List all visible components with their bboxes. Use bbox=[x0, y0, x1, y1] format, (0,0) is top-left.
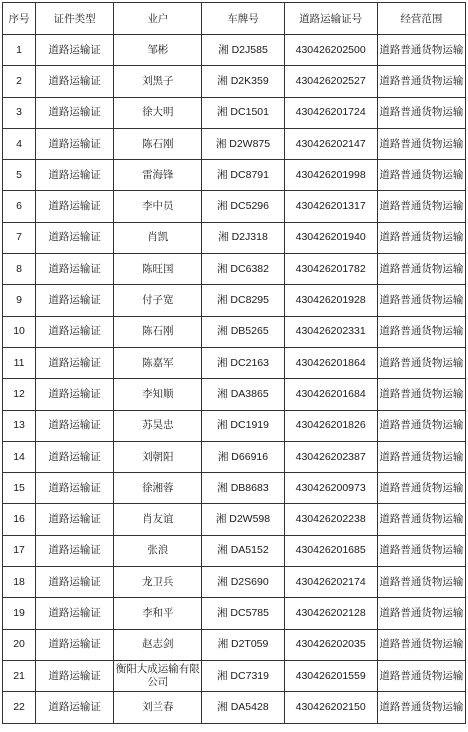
cell-permit: 430426201559 bbox=[284, 660, 377, 691]
table-row bbox=[3, 160, 466, 191]
cell-index: 3 bbox=[3, 97, 36, 128]
cell-plate: 湘 DC8791 bbox=[202, 160, 284, 191]
cell-owner: 徐湘蓉 bbox=[114, 473, 202, 504]
cell-license-type: 道路运输证 bbox=[36, 97, 114, 128]
cell-plate: 湘 DC1501 bbox=[202, 97, 284, 128]
cell-scope: 道路普通货物运输 bbox=[377, 410, 465, 441]
cell-permit: 430426201685 bbox=[284, 535, 377, 566]
table-row bbox=[3, 35, 466, 66]
cell-plate: 湘 D2T059 bbox=[202, 629, 284, 660]
cell-license-type: 道路运输证 bbox=[36, 660, 114, 691]
cell-permit: 430426201317 bbox=[284, 191, 377, 222]
cell-plate: 湘 D2J318 bbox=[202, 222, 284, 253]
cell-scope: 道路普通货物运输 bbox=[377, 35, 465, 66]
cell-plate: 湘 D2J585 bbox=[202, 35, 284, 66]
cell-scope: 道路普通货物运输 bbox=[377, 379, 465, 410]
cell-plate: 湘 D2K359 bbox=[202, 66, 284, 97]
cell-license-type: 道路运输证 bbox=[36, 567, 114, 598]
cell-owner: 赵志剑 bbox=[114, 629, 202, 660]
table-row bbox=[3, 629, 466, 660]
table-row bbox=[3, 692, 466, 723]
cell-owner: 刘朝阳 bbox=[114, 441, 202, 472]
cell-owner: 李中员 bbox=[114, 191, 202, 222]
cell-license-type: 道路运输证 bbox=[36, 35, 114, 66]
cell-permit: 430426201940 bbox=[284, 222, 377, 253]
cell-permit: 430426201684 bbox=[284, 379, 377, 410]
header-owner: 业户 bbox=[114, 3, 202, 35]
cell-license-type: 道路运输证 bbox=[36, 347, 114, 378]
cell-permit: 430426201998 bbox=[284, 160, 377, 191]
cell-index: 16 bbox=[3, 504, 36, 535]
table-row bbox=[3, 316, 466, 347]
table-row bbox=[3, 222, 466, 253]
cell-owner: 肖友谊 bbox=[114, 504, 202, 535]
cell-owner: 雷海锋 bbox=[114, 160, 202, 191]
cell-plate: 湘 D66916 bbox=[202, 441, 284, 472]
cell-owner: 邹彬 bbox=[114, 35, 202, 66]
cell-index: 4 bbox=[3, 128, 36, 159]
table-row bbox=[3, 473, 466, 504]
cell-scope: 道路普通货物运输 bbox=[377, 191, 465, 222]
cell-permit: 430426202128 bbox=[284, 598, 377, 629]
table-row bbox=[3, 598, 466, 629]
cell-owner: 衡阳大成运输有限公司 bbox=[114, 660, 202, 691]
cell-scope: 道路普通货物运输 bbox=[377, 128, 465, 159]
cell-permit: 430426202387 bbox=[284, 441, 377, 472]
header-plate: 车牌号 bbox=[202, 3, 284, 35]
cell-owner: 李和平 bbox=[114, 598, 202, 629]
cell-index: 11 bbox=[3, 347, 36, 378]
cell-owner: 徐大明 bbox=[114, 97, 202, 128]
cell-index: 18 bbox=[3, 567, 36, 598]
cell-license-type: 道路运输证 bbox=[36, 473, 114, 504]
cell-permit: 430426202331 bbox=[284, 316, 377, 347]
cell-plate: 湘 DA3865 bbox=[202, 379, 284, 410]
table-row bbox=[3, 285, 466, 316]
cell-owner: 李知顺 bbox=[114, 379, 202, 410]
cell-permit: 430426202147 bbox=[284, 128, 377, 159]
cell-index: 20 bbox=[3, 629, 36, 660]
cell-plate: 湘 DA5152 bbox=[202, 535, 284, 566]
cell-index: 22 bbox=[3, 692, 36, 723]
cell-index: 15 bbox=[3, 473, 36, 504]
cell-permit: 430426202150 bbox=[284, 692, 377, 723]
cell-index: 21 bbox=[3, 660, 36, 691]
cell-owner: 龙卫兵 bbox=[114, 567, 202, 598]
table-row bbox=[3, 97, 466, 128]
cell-scope: 道路普通货物运输 bbox=[377, 285, 465, 316]
table-row bbox=[3, 347, 466, 378]
cell-license-type: 道路运输证 bbox=[36, 598, 114, 629]
cell-license-type: 道路运输证 bbox=[36, 379, 114, 410]
cell-license-type: 道路运输证 bbox=[36, 128, 114, 159]
cell-plate: 湘 DC6382 bbox=[202, 254, 284, 285]
cell-plate: 湘 DC8295 bbox=[202, 285, 284, 316]
cell-owner: 陈嘉军 bbox=[114, 347, 202, 378]
cell-owner: 刘黑子 bbox=[114, 66, 202, 97]
cell-index: 5 bbox=[3, 160, 36, 191]
cell-owner: 付子宽 bbox=[114, 285, 202, 316]
cell-index: 2 bbox=[3, 66, 36, 97]
cell-index: 8 bbox=[3, 254, 36, 285]
table-row bbox=[3, 535, 466, 566]
cell-license-type: 道路运输证 bbox=[36, 66, 114, 97]
table-row bbox=[3, 410, 466, 441]
table-row bbox=[3, 128, 466, 159]
cell-index: 9 bbox=[3, 285, 36, 316]
table-row bbox=[3, 379, 466, 410]
cell-plate: 湘 D2W875 bbox=[202, 128, 284, 159]
table-row bbox=[3, 504, 466, 535]
cell-permit: 430426201826 bbox=[284, 410, 377, 441]
cell-license-type: 道路运输证 bbox=[36, 316, 114, 347]
transport-license-table bbox=[2, 2, 466, 724]
table-row bbox=[3, 660, 466, 691]
cell-scope: 道路普通货物运输 bbox=[377, 473, 465, 504]
cell-plate: 湘 DC5296 bbox=[202, 191, 284, 222]
cell-license-type: 道路运输证 bbox=[36, 629, 114, 660]
cell-index: 17 bbox=[3, 535, 36, 566]
table-row bbox=[3, 441, 466, 472]
cell-scope: 道路普通货物运输 bbox=[377, 222, 465, 253]
cell-license-type: 道路运输证 bbox=[36, 441, 114, 472]
cell-plate: 湘 DC1919 bbox=[202, 410, 284, 441]
cell-plate: 湘 DB5265 bbox=[202, 316, 284, 347]
cell-index: 6 bbox=[3, 191, 36, 222]
cell-permit: 430426201724 bbox=[284, 97, 377, 128]
cell-scope: 道路普通货物运输 bbox=[377, 66, 465, 97]
cell-scope: 道路普通货物运输 bbox=[377, 535, 465, 566]
cell-index: 19 bbox=[3, 598, 36, 629]
cell-license-type: 道路运输证 bbox=[36, 222, 114, 253]
cell-owner: 张浪 bbox=[114, 535, 202, 566]
cell-index: 12 bbox=[3, 379, 36, 410]
cell-index: 1 bbox=[3, 35, 36, 66]
cell-permit: 430426202035 bbox=[284, 629, 377, 660]
header-permit: 道路运输证号 bbox=[284, 3, 377, 35]
cell-license-type: 道路运输证 bbox=[36, 535, 114, 566]
cell-permit: 430426202527 bbox=[284, 66, 377, 97]
cell-owner: 苏昊忠 bbox=[114, 410, 202, 441]
cell-plate: 湘 DC5785 bbox=[202, 598, 284, 629]
cell-permit: 430426201864 bbox=[284, 347, 377, 378]
cell-plate: 湘 DA5428 bbox=[202, 692, 284, 723]
cell-index: 7 bbox=[3, 222, 36, 253]
cell-permit: 430426202500 bbox=[284, 35, 377, 66]
header-index: 序号 bbox=[3, 3, 36, 35]
table-row bbox=[3, 66, 466, 97]
cell-owner: 陈旺国 bbox=[114, 254, 202, 285]
cell-license-type: 道路运输证 bbox=[36, 692, 114, 723]
cell-plate: 湘 D2W598 bbox=[202, 504, 284, 535]
cell-owner: 刘兰春 bbox=[114, 692, 202, 723]
cell-license-type: 道路运输证 bbox=[36, 504, 114, 535]
cell-scope: 道路普通货物运输 bbox=[377, 316, 465, 347]
cell-scope: 道路普通货物运输 bbox=[377, 347, 465, 378]
cell-license-type: 道路运输证 bbox=[36, 254, 114, 285]
cell-plate: 湘 DB8683 bbox=[202, 473, 284, 504]
cell-plate: 湘 D2S690 bbox=[202, 567, 284, 598]
cell-permit: 430426200973 bbox=[284, 473, 377, 504]
cell-owner: 陈石刚 bbox=[114, 128, 202, 159]
cell-scope: 道路普通货物运输 bbox=[377, 441, 465, 472]
cell-permit: 430426202174 bbox=[284, 567, 377, 598]
cell-license-type: 道路运输证 bbox=[36, 191, 114, 222]
table-header-row bbox=[3, 3, 466, 35]
table-row bbox=[3, 191, 466, 222]
cell-owner: 陈石刚 bbox=[114, 316, 202, 347]
header-scope: 经营范围 bbox=[377, 3, 465, 35]
cell-scope: 道路普通货物运输 bbox=[377, 692, 465, 723]
cell-index: 10 bbox=[3, 316, 36, 347]
table-row bbox=[3, 567, 466, 598]
cell-permit: 430426201782 bbox=[284, 254, 377, 285]
cell-scope: 道路普通货物运输 bbox=[377, 598, 465, 629]
cell-license-type: 道路运输证 bbox=[36, 285, 114, 316]
cell-permit: 430426202238 bbox=[284, 504, 377, 535]
cell-plate: 湘 DC7319 bbox=[202, 660, 284, 691]
cell-scope: 道路普通货物运输 bbox=[377, 660, 465, 691]
cell-license-type: 道路运输证 bbox=[36, 410, 114, 441]
cell-scope: 道路普通货物运输 bbox=[377, 629, 465, 660]
cell-license-type: 道路运输证 bbox=[36, 160, 114, 191]
cell-permit: 430426201928 bbox=[284, 285, 377, 316]
cell-owner: 肖凯 bbox=[114, 222, 202, 253]
cell-scope: 道路普通货物运输 bbox=[377, 567, 465, 598]
cell-scope: 道路普通货物运输 bbox=[377, 97, 465, 128]
cell-scope: 道路普通货物运输 bbox=[377, 254, 465, 285]
cell-scope: 道路普通货物运输 bbox=[377, 160, 465, 191]
table-row bbox=[3, 254, 466, 285]
cell-scope: 道路普通货物运输 bbox=[377, 504, 465, 535]
cell-plate: 湘 DC2163 bbox=[202, 347, 284, 378]
cell-index: 13 bbox=[3, 410, 36, 441]
header-license-type: 证件类型 bbox=[36, 3, 114, 35]
cell-index: 14 bbox=[3, 441, 36, 472]
